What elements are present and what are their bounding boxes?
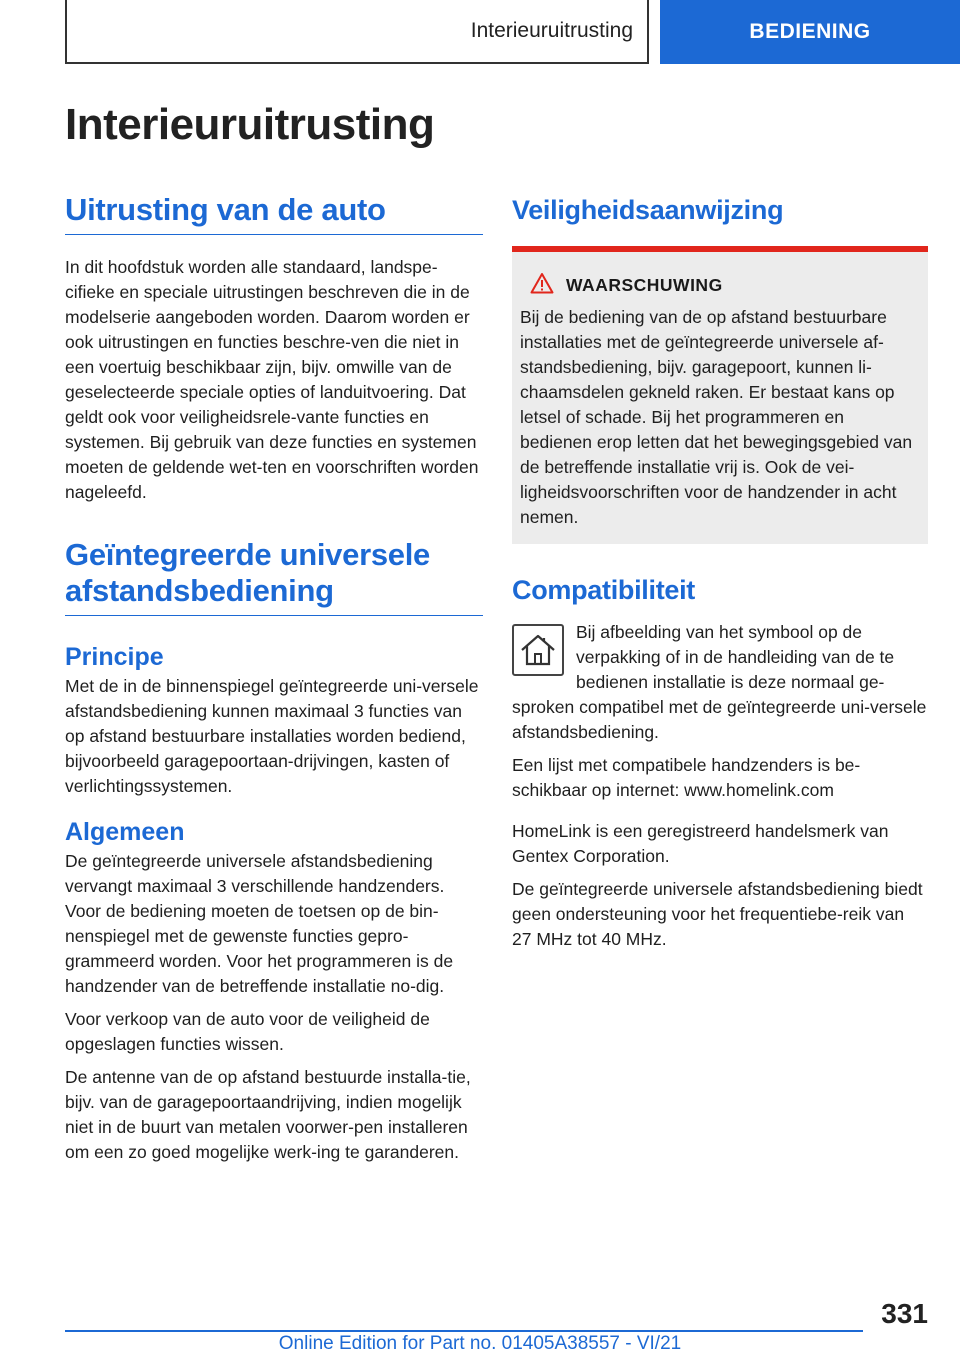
header-chapter-text: BEDIENING bbox=[749, 20, 871, 43]
heading-general: Algemeen bbox=[65, 818, 185, 846]
header-section-label bbox=[65, 0, 649, 64]
warning-text: Bij de bediening van de op afstand bestuurbare installaties met de geïntegreerde universele af-standsbediening, bijv. garagepoort, kunnen li-chaamsdelen gekneld raken. Er bestaat kans op letsel of schade. Bij het programmeren en bedienen erop letten dat het bewegingsgebied van de betreffende installatie vrij is. Ook de vei-ligheidsvoorschriften voor de handzender in acht nemen. bbox=[520, 307, 913, 527]
paragraph-compat-4: De geïntegreerde universele afstandsbediening biedt geen ondersteuning voor het frequentiebe-reik van 27 MHz tot 40 MHz. bbox=[512, 879, 923, 949]
heading-equipment: Uitrusting van de auto bbox=[65, 192, 483, 235]
paragraph-principle: Met de in de binnenspiegel geïntegreerde uni-versele afstandsbediening kunnen maximaal 3 functies van op afstand bestuurbare installaties worden bediend, bijvoorbeeld garagepoortaan-drijvingen, kasten of verlichtingssystemen. bbox=[65, 676, 479, 796]
homelink-house-icon bbox=[512, 624, 564, 676]
paragraph-general-3: De antenne van de op afstand bestuurde installa-tie, bijv. van de garagepoortaandrijving, indien mogelijk niet in de buurt van metalen voorwer-pen installeren om een zo goed mogelijke werk-ing te garanderen. bbox=[65, 1067, 471, 1162]
paragraph-general-1: De geïntegreerde universele afstandsbediening vervangt maximaal 3 verschillende handzenders. Voor de bediening moeten de toetsen op de bin-nenspiegel met de gewenste functies gepro-grammeerd worden. Voor het programmeren is de handzender van de betreffende installatie no-dig. bbox=[65, 851, 454, 996]
warning-box bbox=[512, 246, 928, 544]
warning-triangle-icon bbox=[530, 272, 554, 299]
page-number: 331 bbox=[881, 1298, 928, 1329]
edition-text: Online Edition for Part no. 01405A38557 - VI/21 bbox=[278, 1333, 682, 1354]
paragraph-equipment: In dit hoofdstuk worden alle standaard, landspe-cifieke en speciale uitrustingen beschreven die in de modelserie aangeboden worden. Daarom worden er ook uitrustingen en functies beschre-ven die niet in een voertuig beschikbaar zijn, bijv. omwille van de geselecteerde speciale opties of landuitvoering. Dat geldt ook voor veiligheidsrele-vante functies en systemen. Bij gebruik van deze functies en systemen moeten de geldende wet-ten en voorschriften worden nageleefd. bbox=[65, 257, 479, 502]
heading-principle: Principe bbox=[65, 643, 164, 671]
page-title: Interieuruitrusting bbox=[65, 100, 435, 149]
header-section-text: Interieuruitrusting bbox=[470, 19, 633, 42]
heading-compatibility: Compatibiliteit bbox=[512, 575, 695, 605]
footer-divider bbox=[65, 1330, 863, 1332]
heading-remote-control: Geïntegreerde universele afstandsbediening bbox=[65, 537, 483, 616]
paragraph-general-2: Voor verkoop van de auto voor de veiligheid de opgeslagen functies wissen. bbox=[65, 1009, 430, 1054]
warning-title: WAARSCHUWING bbox=[566, 275, 723, 295]
paragraph-compat-3: HomeLink is een geregistreerd handelsmerk van Gentex Corporation. bbox=[512, 821, 889, 866]
header-chapter-tab bbox=[660, 0, 960, 64]
right-column bbox=[512, 192, 928, 960]
left-column bbox=[65, 192, 483, 1173]
heading-safety: Veiligheidsaanwijzing bbox=[512, 195, 784, 225]
warning-title-row bbox=[530, 272, 920, 299]
paragraph-compat-2: Een lijst met compatibele handzenders is be-schikbaar op internet: www.homelink.com bbox=[512, 755, 861, 800]
compatibility-block bbox=[512, 620, 928, 952]
paragraph-compat-1: Bij afbeelding van het symbool op de verpakking of in de handleiding van de te bedienen installatie is deze normaal ge-sproken compatibel met de geïntegreerde uni-versele afstandsbediening. bbox=[512, 622, 927, 742]
